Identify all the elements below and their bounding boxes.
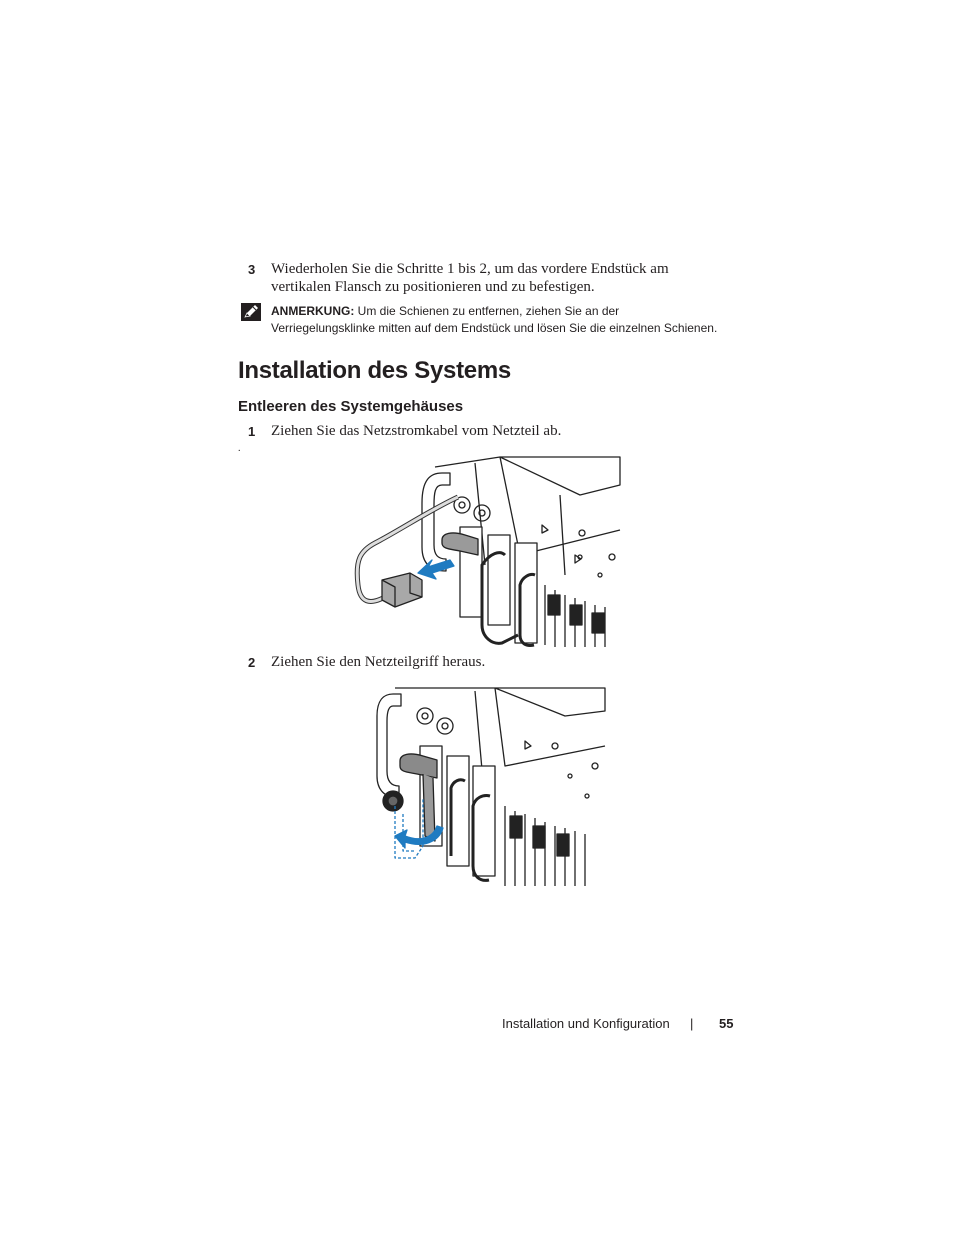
stray-mark: . <box>238 443 241 454</box>
note-label: ANMERKUNG: <box>271 304 355 318</box>
footer-chapter: Installation und Konfiguration <box>502 1016 670 1031</box>
step-text: Ziehen Sie den Netzteilgriff heraus. <box>271 654 486 670</box>
step-number: 3 <box>248 262 256 277</box>
section-title: Installation des Systems <box>238 357 511 384</box>
note-text-line1: Um die Schienen zu entfernen, ziehen Sie an der <box>357 304 620 318</box>
figure-pull-psu-handle <box>365 686 608 888</box>
step-text-line2: vertikalen Flansch zu positionieren und zu befestigen. <box>271 279 595 295</box>
step-number: 1 <box>248 424 256 439</box>
note-pencil-icon <box>240 302 262 322</box>
footer-separator: | <box>690 1016 694 1031</box>
figure-unplug-power-cable <box>350 455 625 650</box>
step-text-line1: Wiederholen Sie die Schritte 1 bis 2, um das vordere Endstück am <box>271 261 669 277</box>
page-number: 55 <box>719 1016 734 1031</box>
note-text-line2: Verriegelungsklinke mitten auf dem Endstück und lösen Sie die einzelnen Schienen. <box>271 321 718 335</box>
note-first-line <box>271 303 619 320</box>
step-number: 2 <box>248 655 256 670</box>
subsection-title: Entleeren des Systemgehäuses <box>238 398 464 415</box>
step-text: Ziehen Sie das Netzstromkabel vom Netzteil ab. <box>271 423 562 439</box>
